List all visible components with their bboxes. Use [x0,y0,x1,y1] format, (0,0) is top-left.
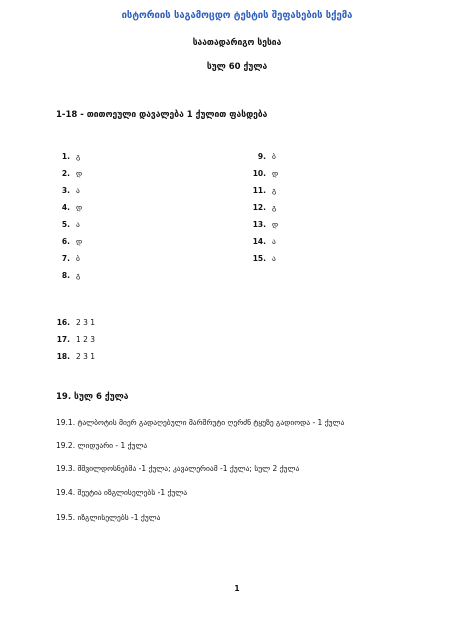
list-item [246,254,276,263]
list-item [246,203,276,212]
item-number: 11. [252,186,266,195]
item-number: 3. [61,186,70,195]
section-1-heading: 1-18 - თითოეული დავალება 1 ქულით ფასდება [56,110,268,120]
sub-item-19-3: 19.3. მშვილდოსნებმა -1 ქულა; კავალერიამ -1 ქულა; სულ 2 ქულა [56,464,300,473]
list-item [246,169,278,178]
list-item [50,335,95,344]
item-answer: 1 2 3 [76,335,96,344]
item-number: 1. [61,152,70,161]
list-item [50,352,95,361]
item-number: 16. [56,318,70,327]
item-answer: ა [272,237,276,246]
item-answer: გ [272,203,277,212]
document-title: ისტორიის საგამოცდო ტესტის შეფასების სქემა [121,10,353,21]
list-item [50,271,80,280]
item-number: 18. [56,352,70,361]
item-number: 14. [252,237,266,246]
list-item [246,186,276,195]
item-answer: დ [272,169,279,178]
total-points: სულ 60 ქულა [206,62,268,72]
list-item [50,169,82,178]
list-item [50,152,80,161]
item-answer: გ [76,152,81,161]
item-number: 4. [61,203,70,212]
item-answer: ბ [76,254,80,263]
item-answer: 2 3 1 [76,352,96,361]
session-subtitle: საათადარიგო სესია [192,38,282,48]
item-answer: 2 3 1 [76,318,96,327]
list-item [50,237,82,246]
list-item [50,318,95,327]
list-item [50,220,80,229]
item-number: 9. [257,152,266,161]
item-number: 6. [61,237,70,246]
item-number: 7. [61,254,70,263]
page-number: 1 [234,584,240,593]
item-number: 2. [61,169,70,178]
sub-item-19-1: 19.1. ტალბოტის მიერ გადაღებული მარშრუტი ღერძნ ტყუზე გადიოდა - 1 ქულა [56,418,345,427]
item-number: 13. [252,220,266,229]
list-item [50,203,82,212]
item-answer: დ [272,220,279,229]
item-number: 17. [56,335,70,344]
item-number: 10. [252,169,266,178]
item-number: 12. [252,203,266,212]
item-answer: ა [272,254,276,263]
sub-item-19-5: 19.5. იზგლისელებს -1 ქულა [56,513,161,522]
item-answer: ა [76,220,80,229]
item-answer: გ [76,271,81,280]
item-number: 5. [61,220,70,229]
list-item [246,152,276,161]
section-2-heading: 19. სულ 6 ქულა [56,392,129,402]
item-answer: ბ [272,152,276,161]
sub-item-19-2: 19.2. ლიდუარი - 1 ქულა [56,441,148,450]
item-number: 15. [252,254,266,263]
sub-item-19-4: 19.4. შეუტია იზგლისელებს -1 ქულა [56,488,188,497]
item-number: 8. [61,271,70,280]
list-item [50,254,80,263]
list-item [246,237,276,246]
item-answer: დ [76,203,83,212]
item-answer: გ [272,186,277,195]
list-item [50,186,80,195]
item-answer: დ [76,169,83,178]
item-answer: ა [76,186,80,195]
item-answer: დ [76,237,83,246]
list-item [246,220,278,229]
